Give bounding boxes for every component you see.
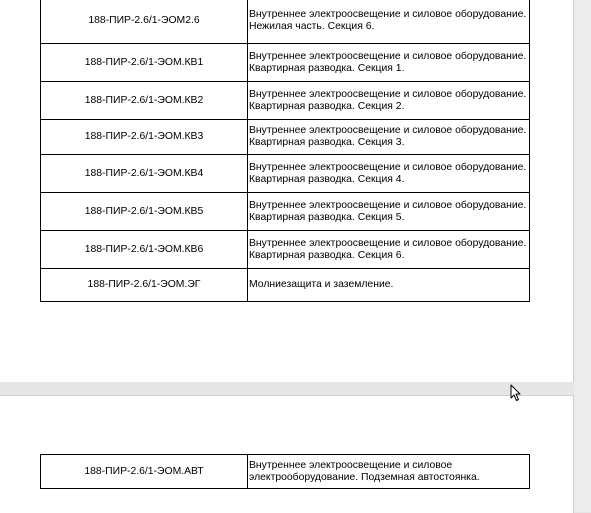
document-code-cell: 188-ПИР-2.6/1-ЭОМ.КВ6 <box>41 231 248 269</box>
table-row <box>41 0 530 44</box>
table-row <box>41 44 530 82</box>
document-code-cell: 188-ПИР-2.6/1-ЭОМ2.6 <box>41 0 248 44</box>
title-line-1: Внутреннее электроосвещение и силовое оборудование. <box>249 237 527 249</box>
document-code-cell: 188-ПИР-2.6/1-ЭОМ.АВТ <box>41 455 248 489</box>
title-line-2: Квартирная разводка. Секция 2. <box>249 100 405 112</box>
title-line-1: Внутреннее электроосвещение и силовое <box>249 459 453 471</box>
title-line-1: Внутреннее электроосвещение и силовое оборудование. <box>249 9 527 20</box>
document-code-cell: 188-ПИР-2.6/1-ЭОМ.КВ5 <box>41 193 248 231</box>
table-row <box>41 193 530 231</box>
document-title-cell <box>248 231 530 269</box>
document-title-cell: Молниезащита и заземление. <box>248 269 530 302</box>
title-line-1: Внутреннее электроосвещение и силовое оборудование. <box>249 88 527 100</box>
document-code-cell: 188-ПИР-2.6/1-ЭОМ.КВ3 <box>41 120 248 155</box>
document-table <box>40 0 530 302</box>
document-title-cell <box>248 120 530 155</box>
document-page-2 <box>0 395 574 513</box>
document-title-cell <box>248 0 530 44</box>
document-title-cell <box>248 44 530 82</box>
table-row <box>41 120 530 155</box>
document-title-cell <box>248 155 530 193</box>
title-line-1: Внутреннее электроосвещение и силовое оборудование. <box>249 125 527 136</box>
title-line-2: Нежилая часть. Секция 6. <box>249 21 375 32</box>
table-row <box>41 455 530 489</box>
document-table <box>40 454 530 489</box>
title-line-2: Квартирная разводка. Секция 3. <box>249 137 405 148</box>
title-line-2: Квартирная разводка. Секция 6. <box>249 249 405 261</box>
mouse-pointer-icon <box>510 384 522 402</box>
document-title-cell <box>248 455 530 489</box>
title-line-2: Квартирная разводка. Секция 4. <box>249 173 405 185</box>
scrollbar-track[interactable] <box>574 0 591 512</box>
document-code-cell: 188-ПИР-2.6/1-ЭОМ.ЭГ <box>41 269 248 302</box>
title-line-1: Внутреннее электроосвещение и силовое оборудование. <box>249 199 527 211</box>
table-row <box>41 82 530 120</box>
document-title-cell <box>248 82 530 120</box>
document-title-cell <box>248 193 530 231</box>
document-code-cell: 188-ПИР-2.6/1-ЭОМ.КВ2 <box>41 82 248 120</box>
title-line-1: Внутреннее электроосвещение и силовое оборудование. <box>249 50 527 62</box>
table-row <box>41 269 530 302</box>
table-row <box>41 231 530 269</box>
document-code-cell: 188-ПИР-2.6/1-ЭОМ.КВ4 <box>41 155 248 193</box>
document-code-cell: 188-ПИР-2.6/1-ЭОМ.КВ1 <box>41 44 248 82</box>
title-line-2: электрооборудование. Подземная автостоянка. <box>249 471 480 483</box>
title-line-1: Внутреннее электроосвещение и силовое оборудование. <box>249 161 527 173</box>
title-line-2: Квартирная разводка. Секция 1. <box>249 62 405 74</box>
table-row <box>41 155 530 193</box>
title-line-2: Квартирная разводка. Секция 5. <box>249 211 405 223</box>
